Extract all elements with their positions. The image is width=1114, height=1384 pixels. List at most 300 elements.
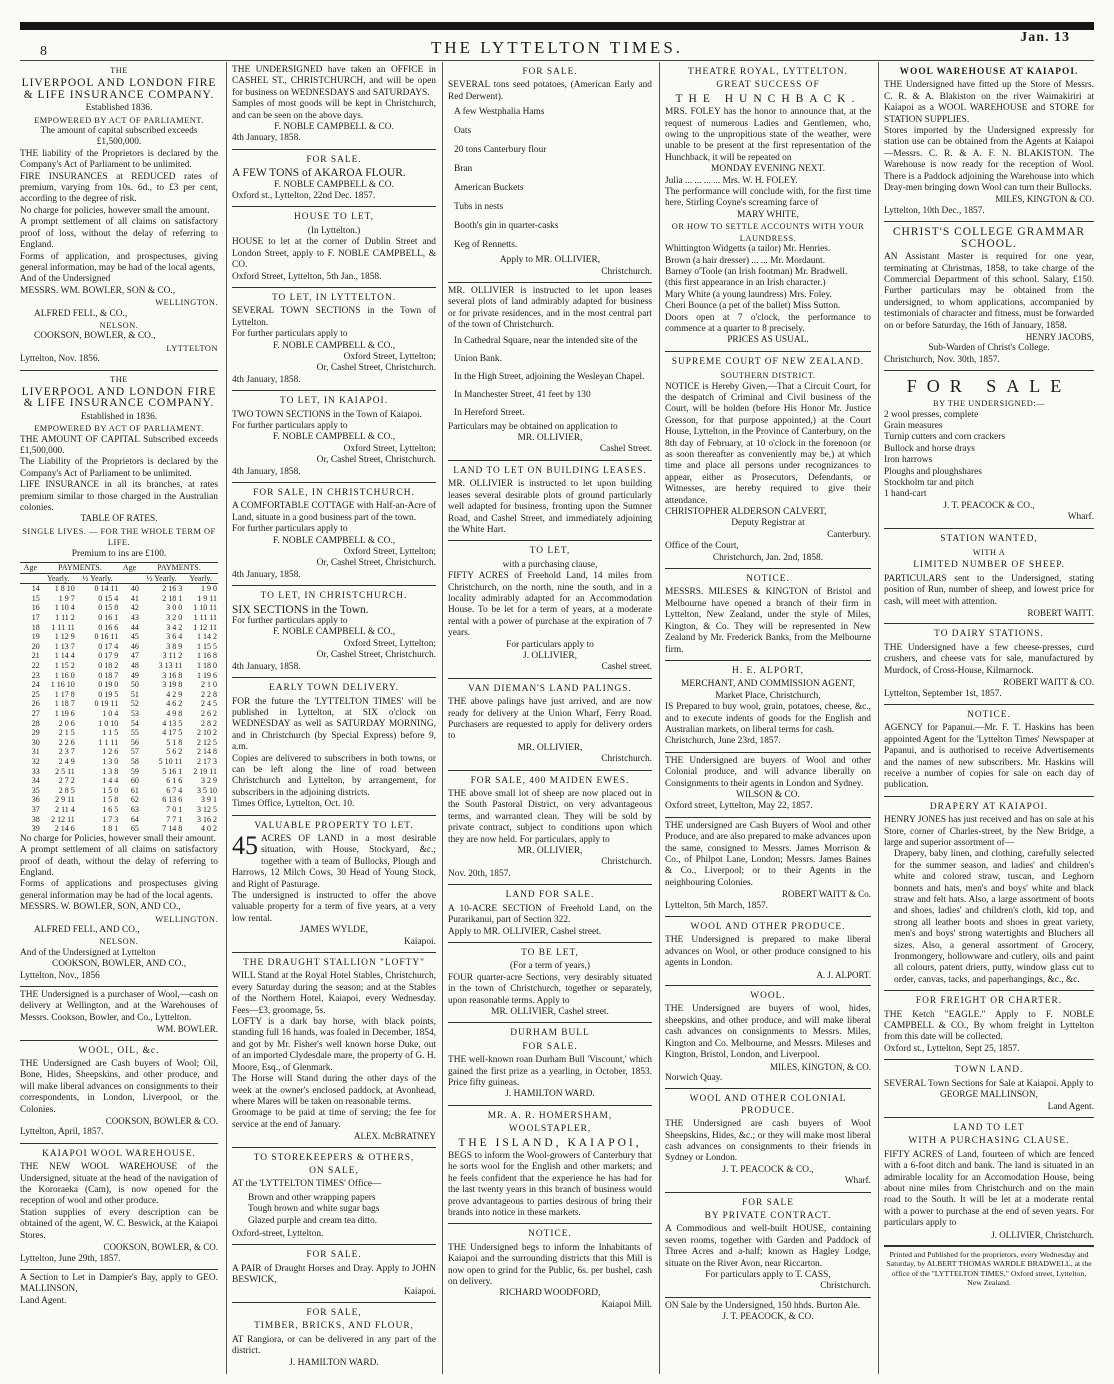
- list-item: Brown and other wrapping papers: [248, 1192, 376, 1203]
- table-cell: 3 4 2: [166, 622, 183, 632]
- table-cell: 1 16 0: [54, 670, 75, 680]
- table-cell: 1 9 0: [201, 584, 217, 594]
- list-item: Iron harrows: [884, 455, 933, 466]
- table-cell: 4 6 2: [166, 699, 183, 709]
- ad-cap: The amount of capital subscribed exceeds: [40, 126, 198, 137]
- kaiapoi-sections-ad: [232, 391, 436, 483]
- ad-signature: MILES, KINGTON, & CO.: [770, 1061, 871, 1072]
- ad-heading: WOOL AND OTHER PRODUCE.: [690, 922, 846, 933]
- ad-est: Established 1836.: [85, 103, 153, 114]
- table-header: ½ Yearly.: [140, 573, 183, 584]
- ad-body: THE Undersigned have a few cheese-presses, curd crushers, and cheese vats for sale, manufactured by Murdock, of Cross-House, Kilmarnock.: [884, 642, 1094, 676]
- table-cell: 3 13 11: [158, 661, 183, 670]
- table-cell: 42: [130, 603, 139, 613]
- table-cell: 1 18 0: [197, 661, 217, 670]
- table-header: Yearly.: [183, 573, 218, 584]
- stallion-ad: [232, 953, 436, 1148]
- ad-body: BEGS to inform the Wool-growers of Canterbury that he sorts wool for the English and other markets; and he feels confident that the experience he has had for the last twenty years in this branch of business would prove advantageous to parties desirous of bring their brands into notice in these markets.: [448, 1151, 652, 1219]
- list-item: American Buckets: [454, 183, 524, 194]
- ad-heading: LIVERPOOL AND LONDON FIRE & LIFE INSURANCE COMPANY.: [21, 385, 217, 410]
- ad-body: A prompt settlement of all claims on satisfactory proof of death, without the delay of referring to England.: [20, 845, 218, 878]
- ad-signature: HENRY JACOBS,: [1025, 331, 1094, 342]
- ad-body: A FEW TONS of AKAROA FLOUR.: [232, 167, 406, 180]
- newspaper-title: THE LYTTELTON TIMES.: [430, 38, 684, 57]
- ad-body: HOUSE to let at the corner of Dublin Street and London Street, apply to F. NOBLE CAMPBELL, & CO.: [232, 237, 436, 271]
- table-cell: 1 2 6: [102, 747, 119, 757]
- ad-signature: Land Agent.: [1047, 1101, 1094, 1112]
- ad-address: Oxford Street, Lyttelton;: [343, 638, 436, 649]
- list-item: Ploughs and ploughshares: [884, 466, 982, 477]
- cast-line: Barney o'Toole (an Irish footman) Mr. Bradwell.: [665, 266, 848, 277]
- ad-signature: Deputy Registrar at: [731, 518, 805, 529]
- ad-signature: For particulars apply to T. CASS,: [705, 1270, 831, 1280]
- table-row: [20, 719, 218, 729]
- table-row: [20, 584, 218, 594]
- maiden-ewes-ad: [448, 771, 652, 886]
- table-cell: 49: [130, 670, 139, 680]
- ad-heading: FOR SALE, 400 MAIDEN EWES.: [470, 775, 630, 786]
- table-cell: 3 6 4: [166, 632, 183, 642]
- table-cell: 3 16 2: [197, 814, 217, 824]
- table-cell: 2 2 8: [201, 689, 217, 699]
- table-cell: 0 15 4: [98, 593, 119, 603]
- ad-emp: EMPOWERED BY ACT OF PARLIAMENT.: [34, 424, 204, 434]
- table-row: [20, 738, 218, 748]
- table-cell: 4 2 9: [166, 689, 183, 699]
- table-cell: 6 1 6: [166, 776, 183, 786]
- ad-body: AN Assistant Master is required for one year, terminating at Christmas, 1858, to take charge of the Commercial Department of this school. Salary, £150. Further particulars may be obtained from the undersigned, to whom applications, accompanied by testimonials of character and fitness, must be forwarded on or before Saturday, the 16th of January, 1858.: [884, 252, 1094, 331]
- ad-heading: TO DAIRY STATIONS.: [934, 629, 1044, 640]
- table-cell: 1 6 5: [102, 804, 119, 814]
- ad-body: And of the Undersigned at Lyttelton: [20, 947, 156, 958]
- table-cell: 1 0 4: [102, 708, 119, 718]
- ad-body: FOR the future the 'LYTTELTON TIMES' will be published in Lyttelton, at SIX o'clock on WEDNESDAY as well as SATURDAY MORNING, and in Christchurch (by Special Express) before 9, a.m.: [232, 696, 436, 753]
- cast-list: [665, 244, 871, 312]
- table-row: [20, 613, 218, 623]
- ad-body: Samples of most goods will be kept in Christchurch, and can be seen on the above days.: [232, 99, 436, 121]
- ad-signature: ALEX. McBRATNEY: [354, 1131, 436, 1142]
- table-cell: 19: [31, 632, 40, 642]
- table-row: [20, 757, 218, 767]
- ad-heading: TOWN LAND.: [954, 1065, 1024, 1076]
- ad-heading: WOOL.: [750, 991, 786, 1002]
- ad-body: FIFTY ACRES of Land, fourteen of which are fenced with a 6-foot ditch and bank. The land is situated in an admirable locality for an Accomodation House, being about nine miles from Christchurch and on the main road to the South. It will be let at a moderate rental with a power to purchase at the end of seven years. For particulars apply to: [884, 1149, 1094, 1229]
- table-cell: 1 8 1: [102, 824, 119, 834]
- ad-body: MRS. FOLEY has the honor to announce that, at the request of numerous Ladies and Gentlemen, who, owing to the unpropitious state of the weather, were unable to be present at the first representation of the Hunchback, it will be repeated on: [665, 107, 871, 163]
- ad-emp: EMPOWERED BY ACT OF PARLIAMENT.: [34, 115, 204, 125]
- table-cell: 31: [31, 747, 40, 757]
- farce-subtitle: OR HOW TO SETTLE ACCOUNTS WITH YOUR LAUNDRESS.: [671, 222, 865, 243]
- ad-heading: LAND TO LET: [953, 1122, 1025, 1133]
- table-cell: 17: [31, 613, 40, 623]
- ad-signature: Apply to MR. OLLIVIER,: [499, 255, 601, 266]
- ad-body: THE NEW WOOL WAREHOUSE of the Undersigned, situate at the head of the navigation of the Kororaeka (Cam), is now opened for the reception of wool and other produce.: [20, 1162, 218, 1207]
- table-cell: 57: [130, 747, 139, 757]
- wool-purchaser-ad: [20, 987, 218, 1041]
- ad-body: ON Sale by the Undersigned, 150 hhds. Burton Ale.: [665, 1300, 861, 1311]
- akaroa-flour-ad: [232, 150, 436, 208]
- ad-signature: WILSON & CO.: [736, 789, 800, 800]
- quarter-acre-ad: [448, 943, 652, 1023]
- table-cell: 1 4 4: [102, 776, 119, 786]
- ad-heading: NOTICE.: [967, 709, 1011, 720]
- ad-signature: COOKSON, BOWLER, & CO.: [103, 1242, 218, 1253]
- ad-heading: FOR SALE, IN CHRISTCHURCH.: [253, 488, 415, 498]
- ad-signature: MR. OLLIVIER,: [517, 846, 583, 857]
- table-cell: 6 13 6: [162, 795, 183, 805]
- ad-heading: H. E. ALPORT,: [732, 665, 804, 676]
- ad-subheading: SOUTHERN DISTRICT.: [720, 371, 816, 381]
- table-cell: 54: [130, 718, 139, 728]
- ad-body: AT Rangiora, or can be delivered in any part of the district.: [232, 1334, 436, 1357]
- table-cell: 1 0 10: [98, 718, 119, 728]
- theatre-ad: [665, 62, 871, 352]
- table-row: [20, 728, 218, 738]
- list-item: Keg of Rennetts.: [454, 240, 518, 251]
- woolstapler-ad: [448, 1106, 652, 1225]
- list-item: Oats: [454, 126, 472, 137]
- agent-place: LYTTELTON: [166, 343, 218, 353]
- agent-name: MESSRS. WM. BOWLER, SON & CO.,: [20, 285, 176, 296]
- agent-place: NELSON.: [99, 320, 139, 330]
- ad-heading: STATION WANTED,: [940, 533, 1038, 544]
- table-cell: 47: [130, 651, 139, 661]
- table-cell: 2 5 11: [55, 766, 75, 776]
- ad-body: THE above small lot of sheep are now placed out in the South Pastoral District, on very advantageous terms, and warranted clean. They will be sold by private contract, subject to conditions upon which they are now held. For particulars, apply to: [448, 789, 652, 845]
- ad-heading: FOR SALE: [741, 1197, 795, 1208]
- lyttelton-sections-ad: [232, 288, 436, 391]
- palings-ad: [448, 679, 652, 771]
- table-cell: 0 16 11: [94, 632, 119, 642]
- valuable-property-ad: [232, 816, 436, 953]
- item-list: [884, 410, 1094, 501]
- table-cell: 30: [31, 737, 40, 747]
- ad-address: Oxford Street, Lyttelton;: [343, 443, 436, 454]
- ad-signature: Canterbury.: [827, 529, 871, 540]
- item-list: [454, 332, 652, 422]
- cast-line: Cheri Bounce (a pet of the ballet) Miss Sutton.: [665, 301, 841, 312]
- ad-body: A prompt settlement of all claims on satisfactory proof of loss, without the delay of referring to England.: [20, 217, 218, 251]
- ad-date: Oxford st., Lyttelton, 22nd Dec. 1857.: [232, 191, 376, 202]
- table-cell: 3 0 0: [166, 603, 183, 613]
- ad-signature: F. NOBLE CAMPBELL & CO.,: [272, 432, 396, 443]
- table-cell: 39: [31, 824, 40, 834]
- ad-date: 4th January, 1858.: [232, 374, 301, 385]
- ad-body: THE Ketch "EAGLE." Apply to F. NOBLE CAMPBELL & CO., By whom freight in Lyttelton from this date will be collected.: [884, 1009, 1094, 1043]
- list-item: Tubs in nests: [454, 202, 504, 213]
- table-cell: 1 15 2: [54, 661, 75, 670]
- table-cell: 7 7 1: [166, 814, 183, 824]
- ad-date: Oxford Street, Lyttelton, 5th Jan., 1858.: [232, 271, 382, 282]
- table-cell: 43: [130, 613, 139, 623]
- agent-place: WELLINGTON.: [155, 298, 218, 308]
- table-row: [20, 690, 218, 700]
- ad-heading: FOR SALE: [906, 376, 1072, 397]
- table-cell: 5 6 2: [166, 747, 183, 757]
- ad-body: THE well-known roan Durham Bull 'Viscount,' which gained the first prize as a yearling, in October, 1853. Price fifty guineas.: [448, 1055, 652, 1088]
- ad-signature: ROBERT WAITT.: [1027, 608, 1094, 619]
- ad-date: 4th January, 1858.: [232, 466, 301, 477]
- ad-place: Kaiapoi.: [403, 1286, 436, 1297]
- table-cell: 2 17 3: [197, 756, 217, 766]
- table-cell: 2 14 8: [197, 747, 217, 757]
- ad-signature: J. HAMILTON WARD.: [289, 1357, 379, 1368]
- ad-signature: F. NOBLE CAMPBELL & CO.: [274, 179, 394, 190]
- table-cell: 41: [130, 593, 139, 603]
- ad-body: LIFE INSURANCE in all its branches, at rates premium similar to those charged in the Australian colonies.: [20, 480, 218, 514]
- ad-heading: TO STOREKEEPERS & OTHERS,: [253, 1152, 415, 1163]
- ad-date: Oxford street, Lyttelton, May 22, 1857.: [665, 801, 813, 812]
- ad-place: Oxford-street, Lyttelton.: [232, 1228, 324, 1239]
- table-cell: 63: [130, 804, 139, 814]
- table-cell: 50: [130, 680, 139, 690]
- ad-date: Lyttelton, Nov., 1856: [20, 970, 100, 981]
- ad-place: THE ISLAND, KAIAPOI,: [458, 1136, 642, 1149]
- table-header: Age: [119, 563, 140, 574]
- ad-date: Times Office, Lyttelton, Oct. 10.: [232, 799, 355, 810]
- table-row: [20, 824, 218, 834]
- table-row: [20, 795, 218, 805]
- ad-body: THE Undersigned are buyers of wool, hides, sheepskins, and other produce, and will make liberal cash advances on consignments to Messrs. Miles, Kington and Co. Melbourne, and Messrs. Mileses and Kington, Bristol, London, and Liverpool.: [665, 1004, 871, 1061]
- table-cell: 2 8 5: [58, 785, 75, 795]
- ad-body: MESSRS. MILESES & KINGTON of Bristol and Melbourne have opened a branch of their firm in Lyttelton, New Zealand, under the style of Miles, Kington, & Co. They will be represented in New Zealand by Mr. Frederick Banks, from the Melbourne firm.: [665, 587, 871, 655]
- cast-line: Brown (a hair dresser) ... ... Mr. Mordaunt.: [665, 255, 826, 266]
- ad-body: The performance will conclude with, for the first time here, Stirling Coyne's screaming farce of: [665, 187, 871, 209]
- ad-date: Lyttelton, 5th March, 1857.: [665, 900, 769, 911]
- table-row: [20, 594, 218, 604]
- ad-body: THE Undersigned is a purchaser of Wool,—cash on delivery at Wellington, and at the Warehouses of Messrs. Cookson, Bowler, and Co., Lyttelton.: [20, 989, 218, 1023]
- ad-acre-count: 45: [232, 830, 258, 860]
- house-to-let-ad: [232, 207, 436, 287]
- ad-body: TWO TOWN SECTIONS in the Town of Kaiapoi.: [232, 409, 422, 420]
- table-row: [20, 767, 218, 777]
- table-cell: 1 11 2: [55, 613, 75, 623]
- table-cell: 4 13 5: [162, 718, 183, 728]
- town-land-ad: [884, 1060, 1094, 1118]
- ad-signature: MILES, KINGTON & CO.: [995, 194, 1094, 205]
- table-cell: 0 19 11: [94, 699, 119, 709]
- issue-date: Jan. 13: [1020, 30, 1070, 45]
- ad-address: Or, Cashel Street, Christchurch.: [316, 455, 436, 466]
- table-cell: 60: [130, 776, 139, 786]
- ad-place: Cashel Street.: [599, 444, 652, 455]
- table-cell: 1 5 0: [102, 785, 119, 795]
- table-cell: 33: [31, 766, 40, 776]
- ad-subheading: GREAT SUCCESS OF: [716, 80, 820, 91]
- column-4: [665, 62, 871, 1376]
- agent-place: WELLINGTON.: [155, 914, 218, 924]
- table-cell: 0 17 4: [98, 641, 119, 651]
- ad-subheading: with a purchasing clause,: [502, 559, 598, 570]
- table-row: [20, 603, 218, 613]
- durham-bull-ad: [448, 1023, 652, 1105]
- ad-body: The Horse will Stand during the other days of the week at the owner's enclosed paddock, at Avonhead, where Mares will be taken on reasonable terms.: [232, 1074, 436, 1107]
- table-cell: 0 18 7: [98, 670, 119, 680]
- table-cell: 4 0 2: [201, 824, 217, 834]
- table-cell: 5 1 8: [166, 737, 183, 747]
- table-cell: 65: [130, 824, 139, 834]
- ad-signature: J. HAMILTON WARD.: [505, 1089, 595, 1100]
- agent-name: ALFRED FELL, AND CO.,: [34, 924, 140, 935]
- ad-body: SEVERAL TOWN SECTIONS in the Town of Lyttelton.: [232, 306, 436, 328]
- table-cell: 24: [31, 680, 40, 690]
- ad-heading: FOR FREIGHT OR CHARTER.: [915, 996, 1063, 1007]
- table-cell: 2 6 2: [201, 708, 217, 718]
- ad-signature: GEORGE MALLINSON,: [940, 1090, 1038, 1101]
- table-cell: 2 2 6: [58, 737, 75, 747]
- ad-signature: Sub-Warden of Christ's College.: [928, 343, 1050, 354]
- ad-signature: F. NOBLE CAMPBELL & CO.,: [272, 340, 396, 351]
- ad-signature: Land Agent.: [20, 1295, 67, 1306]
- ad-subheading: MERCHANT, AND COMMISSION AGENT,: [681, 679, 855, 690]
- table-cell: 5 16 1: [162, 766, 183, 776]
- ad-body: AGENCY for Papanui.—Mr. F. T. Haskins has been appointed Agent for the 'Lyttelton Times' Newspaper at Papanui, and is authorised to receive Advertisements and the names of new subscribers. Mr. Haskins will receive a number of copies for sale on each day of publication.: [884, 723, 1094, 791]
- table-cell: 35: [31, 785, 40, 795]
- agent-place: NELSON.: [99, 937, 139, 947]
- ad-place: Christchurch.: [601, 754, 652, 765]
- undersigned-for-sale-ad: [884, 371, 1094, 528]
- table-subtitle: SINGLE LIVES. — FOR THE WHOLE TERM OF LIFE.: [22, 526, 216, 548]
- table-header: Age: [20, 563, 41, 574]
- freehold-to-let-ad: [448, 541, 652, 678]
- ad-signature: Apply to MR. OLLIVIER, Cashel street.: [448, 926, 602, 937]
- table-cell: 1 7 3: [102, 814, 119, 824]
- ad-body: SEVERAL Town Sections for Sale at Kaiapoi. Apply to: [884, 1078, 1094, 1089]
- ad-heading: WOOL, OIL, &c.: [78, 1045, 160, 1056]
- ad-subheading: WOOLSTAPLER,: [508, 1124, 592, 1135]
- table-cell: 38: [31, 814, 40, 824]
- ad-body: HENRY JONES has just received and has on sale at his Store, corner of Charles-street, by the New Bridge, a large and superior assortment of—: [884, 815, 1094, 848]
- table-row: [20, 680, 218, 690]
- table-cell: 5 10 11: [158, 756, 183, 766]
- play-title: THE HUNCHBACK.: [675, 92, 861, 105]
- table-cell: 2 1 0: [201, 680, 217, 690]
- ad-body: A COMFORTABLE COTTAGE with Half-an-Acre of Land, situate in a good business part of the town.: [232, 501, 436, 523]
- list-item: Grain measures: [884, 420, 943, 431]
- ad-heading: FOR SALE.: [522, 67, 578, 77]
- table-cell: 2 12 5: [197, 737, 217, 747]
- table-cell: 2 18 1: [162, 593, 183, 603]
- table-cell: 1 10 11: [193, 603, 217, 613]
- ad-place: Office of the Court,: [665, 541, 739, 552]
- table-cell: 64: [130, 814, 139, 824]
- ad-body: A Section to Let in Dampier's Bay, apply to GEO. MALLINSON,: [20, 1272, 218, 1295]
- table-cell: 16: [31, 603, 40, 613]
- ad-body: The undersigned is instructed to offer the above valuable property for a term of five years, at a very low rental.: [232, 891, 436, 924]
- ad-body: SEVERAL tons seed potatoes, (American Early and Red Derwent).: [448, 80, 652, 102]
- column-1: [20, 62, 218, 1376]
- table-cell: 53: [130, 708, 139, 718]
- ad-heading: THEATRE ROYAL, LYTTELTON.: [688, 67, 848, 77]
- ad-body: WILL Stand at the Royal Hotel Stables, Christchurch, every Saturday during the season; and at the Stables of the Northern Hotel, Kaiapoi, every Wednesday. Fees—£3, groomage, 5s.: [232, 971, 436, 1016]
- ad-heading: TO LET, IN LYTTELTON.: [271, 292, 397, 303]
- table-cell: 40: [130, 584, 139, 594]
- ad-heading: FOR SALE.: [306, 1250, 362, 1261]
- table-cell: 1 18 7: [54, 699, 75, 709]
- list-item: In Manchester Street, 41 feet by 130: [454, 389, 591, 400]
- cast-line: Julia ... ... ... ... Mrs. W. H. FOLEY.: [665, 175, 798, 186]
- table-cell: 3 12 5: [197, 804, 217, 814]
- ad-date: 4th January, 1858.: [232, 569, 301, 580]
- table-cell: 28: [31, 718, 40, 728]
- ad-body: THE Undersigned are Cash buyers of Wool; Oil, Bone, Hides, Sheepskins, and other produce, and will make liberal advances on consignments to their correspondents, in London, Liverpool, or the Colonies.: [20, 1059, 218, 1115]
- ad-body: The Liability of the Proprietors is declared by the Company's Act of Parliament to be unlimited.: [20, 457, 218, 479]
- table-cell: 2 7 2: [58, 776, 75, 786]
- table-title: TABLE OF RATES.: [80, 514, 158, 525]
- ad-address: Oxford Street, Lyttelton;: [343, 351, 436, 362]
- table-cell: 2 19 11: [193, 766, 217, 776]
- ad-heading: DRAPERY AT KAIAPOI.: [929, 801, 1049, 812]
- grammar-school-ad: [884, 222, 1094, 371]
- table-cell: 62: [130, 795, 139, 805]
- ad-place: Market Place, Christchurch,: [715, 690, 821, 701]
- ad-cap-amount: £1,500,000.: [96, 137, 142, 148]
- table-cell: 14: [31, 584, 40, 594]
- ad-place: Christchurch.: [820, 1281, 871, 1292]
- dairy-stations-ad: [884, 624, 1094, 704]
- ad-body: ACRES OF LAND in a most desirable situation, with House, Stockyard, &c.; together with a team of Bullocks, Plough and Harrows, 12 Milch Cows, 30 Head of Young Stock, and Right of Pasturage.: [232, 833, 436, 890]
- table-cell: 3 8 9: [166, 641, 183, 651]
- agent-name: COOKSON, BOWLER, & CO.,: [34, 331, 156, 342]
- table-row: [20, 661, 218, 671]
- list-item: 1 hand-cart: [884, 489, 927, 500]
- ad-body: THE Undersigned are cash buyers of Wool Sheepskins, Hides, &c.; or they will make most liberal cash advances on consignments to their friends in Sydney or London.: [665, 1119, 871, 1164]
- performance-night: MONDAY EVENING NEXT.: [711, 164, 825, 175]
- colonial-produce-ad: [665, 1089, 871, 1192]
- table-row: [20, 632, 218, 642]
- ad-body: THE liability of the Proprietors is declared by the Company's Act of Parliament to be unlimited.: [20, 148, 218, 171]
- table-cell: 20: [31, 641, 40, 651]
- freight-ad: [884, 991, 1094, 1060]
- rates-table: [20, 562, 218, 834]
- ad-date: Lyttelton, Nov. 1856.: [20, 354, 100, 365]
- ad-signature: F. NOBLE CAMPBELL & CO.: [274, 122, 394, 133]
- table-cell: 3 19 8: [162, 680, 183, 690]
- ad-place: Wharf.: [844, 1176, 871, 1187]
- list-item: A few Westphalia Hams: [454, 107, 545, 118]
- item-list: [248, 1193, 436, 1227]
- ad-heading: TO LET, IN KAIAPOI.: [280, 396, 388, 407]
- ad-body: Drapery, baby linen, and clothing, carefully selected for the summer season, and ladies' and children's white and colored straw, tuscan, and Leghorn bonnets and hats, men's and boys' white and black straw and felt hats. Also, a large assortment of boots and shoes, ladies' and children's cloth, kid top, and strong all leather boots and shoes in great variety, men's and boys' strong watertights and Bluchers all sizes. Also, a general assortment of Grocery, Ironmongery, hollowware and cutlery, oils and paint all colours, patent driers, putty, window glass cut to order, canvas, tacks, and paperhangings, &c., &c.: [894, 849, 1094, 985]
- ad-heading: CHRIST'S COLLEGE GRAMMAR SCHOOL.: [892, 226, 1086, 250]
- table-cell: 25: [31, 689, 40, 699]
- ad-subheading: WITH A PURCHASING CLAUSE.: [908, 1136, 1070, 1147]
- ad-heading: LAND FOR SALE.: [505, 890, 595, 901]
- agent-name: ALFRED FELL, & CO.,: [34, 308, 128, 319]
- ad-body: THE undersigned are Cash Buyers of Wool and other Produce, and are also prepared to make advances upon the same, consigned to Messrs. James Morrison & Co., of Philpot Lane, London; Messrs. James Baines & Co., Liverpool; or to their Agents in the neighbouring Colonies.: [665, 820, 871, 888]
- ad-heading: NOTICE.: [746, 574, 790, 585]
- ad-body: THE AMOUNT OF CAPITAL Subscribed exceeds £1,500,000.: [20, 434, 218, 456]
- list-item: 2 wool presses, complete: [884, 409, 979, 420]
- table-cell: 1 12 9: [54, 632, 75, 642]
- list-item: Bullock and horse drays: [884, 443, 975, 454]
- table-cell: 2 4 5: [201, 699, 217, 709]
- table-cell: 21: [31, 651, 40, 661]
- table-cell: 44: [130, 622, 139, 632]
- ad-body: For further particulars apply to: [232, 329, 348, 340]
- table-cell: 7 0 1: [166, 804, 183, 814]
- ad-heading: DURHAM BULL: [510, 1028, 590, 1039]
- ad-date: Oxford st., Lyttelton, Sept 25, 1857.: [884, 1043, 1020, 1054]
- horses-ad: [232, 1245, 436, 1303]
- table-cell: 0 19 5: [98, 689, 119, 699]
- item-list: [454, 103, 652, 255]
- ad-signature: JAMES WYLDE,: [299, 925, 369, 936]
- table-cell: 2 8 2: [201, 718, 217, 728]
- ad-body: No charge for policies, however small the amount.: [20, 205, 210, 216]
- ad-body: Forms of applications and prospectuses giving general information may be had of the local agents.: [20, 879, 218, 901]
- ad-place: Christchurch.: [601, 857, 652, 868]
